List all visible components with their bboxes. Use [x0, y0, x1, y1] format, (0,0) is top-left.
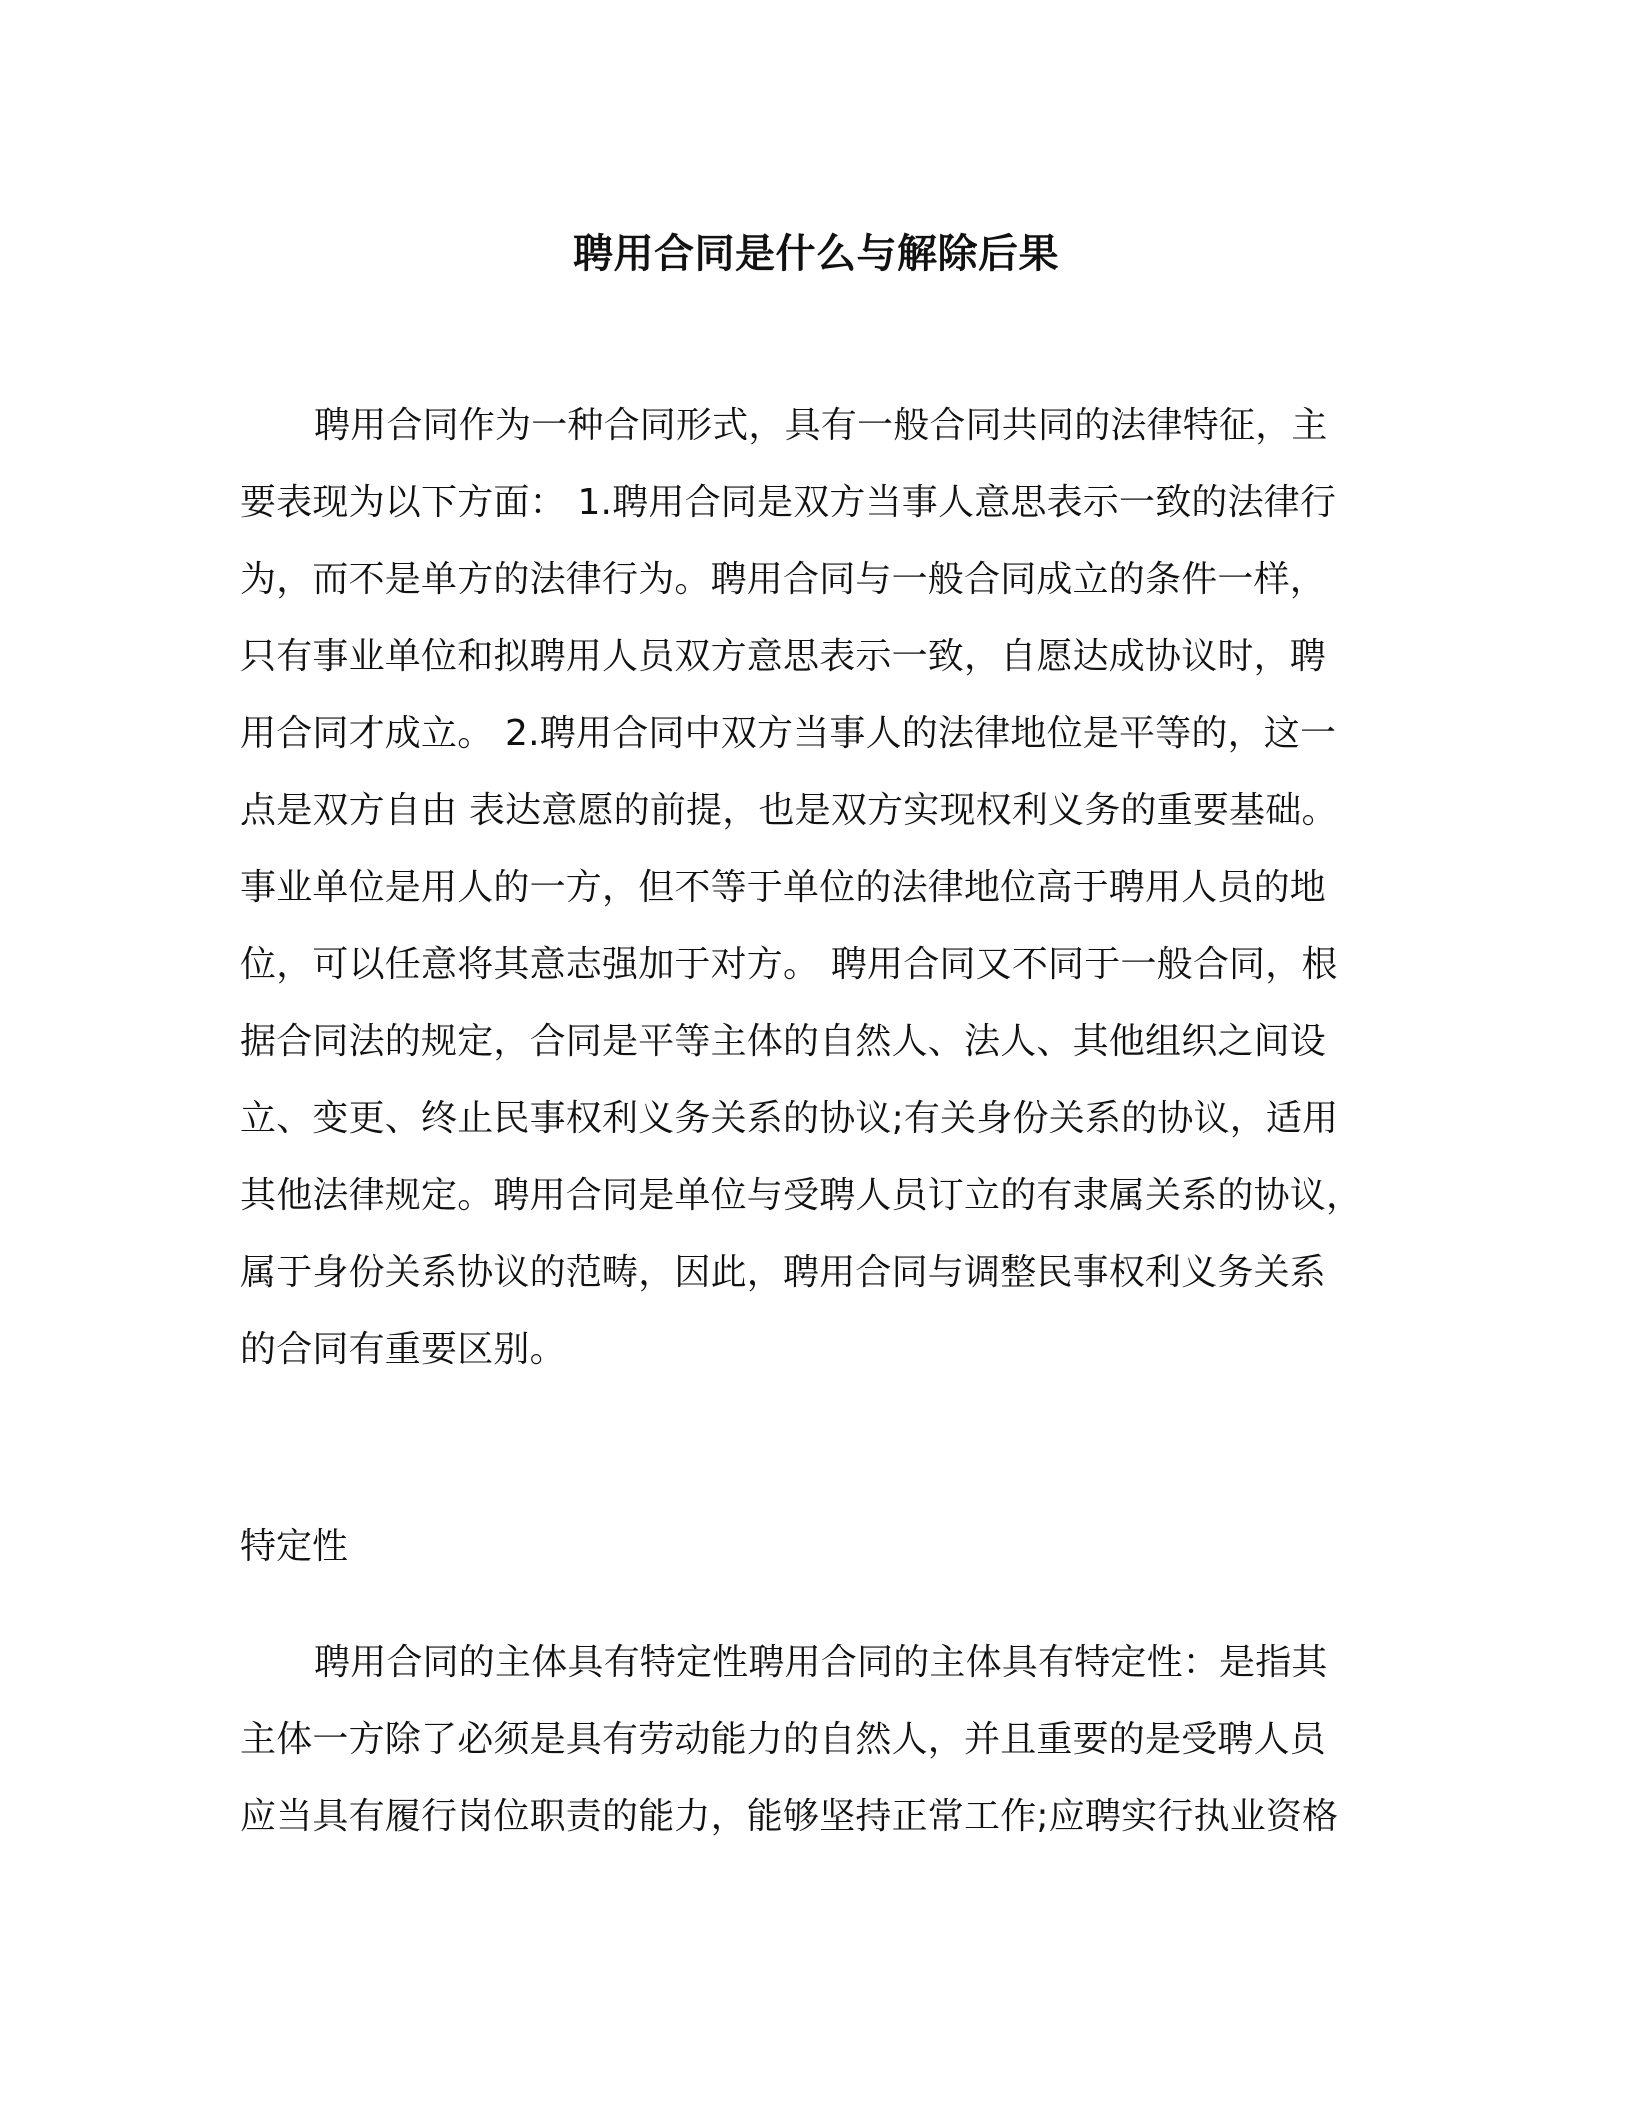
document-title: 聘用合同是什么与解除后果 — [573, 231, 1059, 277]
paragraph-line: 的合同有重要区别。 — [240, 1329, 566, 1370]
paragraph-line: 其他法律规定。聘用合同是单位与受聘人员订立的有隶属关系的协议， — [240, 1175, 1363, 1216]
paragraph-line: 属于身份关系协议的范畴，因此，聘用合同与调整民事权利义务关系 — [240, 1252, 1327, 1293]
paragraph-line: 为，而不是单方的法律行为。聘用合同与一般合同成立的条件一样， — [240, 559, 1327, 600]
paragraph-line: 用合同才成立。 2.聘用合同中双方当事人的法律地位是平等的，这一 — [240, 713, 1337, 754]
paragraph-contract-features — [240, 387, 1370, 1388]
paragraph-line: 点是双方自由 表达意愿的前提，也是双方实现权利义务的重要基础。 — [240, 790, 1338, 831]
paragraph-line: 应当具有履行岗位职责的能力，能够坚持正常工作;应聘实行执业资格 — [240, 1796, 1339, 1837]
paragraph-line: 要表现为以下方面： 1.聘用合同是双方当事人意思表示一致的法律行 — [240, 482, 1337, 523]
paragraph-line: 只有事业单位和拟聘用人员双方意思表示一致，自愿达成协议时，聘 — [240, 636, 1327, 677]
paragraph-specificity — [240, 1624, 1370, 1855]
paragraph-line: 事业单位是用人的一方，但不等于单位的法律地位高于聘用人员的地 — [240, 867, 1327, 908]
paragraph-line: 立、变更、终止民事权利义务关系的协议;有关身份关系的协议，适用 — [240, 1098, 1339, 1139]
paragraph-line: 主体一方除了必须是具有劳动能力的自然人，并且重要的是受聘人员 — [240, 1719, 1327, 1760]
paragraph-line: 聘用合同的主体具有特定性聘用合同的主体具有特定性：是指其 — [314, 1642, 1328, 1683]
paragraph-line: 聘用合同作为一种合同形式，具有一般合同共同的法律特征，主 — [314, 405, 1328, 446]
paragraph-line: 位，可以任意将其意志强加于对方。 聘用合同又不同于一般合同，根 — [240, 944, 1338, 985]
section-heading: 特定性 — [240, 1526, 349, 1567]
paragraph-line: 据合同法的规定，合同是平等主体的自然人、法人、其他组织之间设 — [240, 1021, 1327, 1062]
